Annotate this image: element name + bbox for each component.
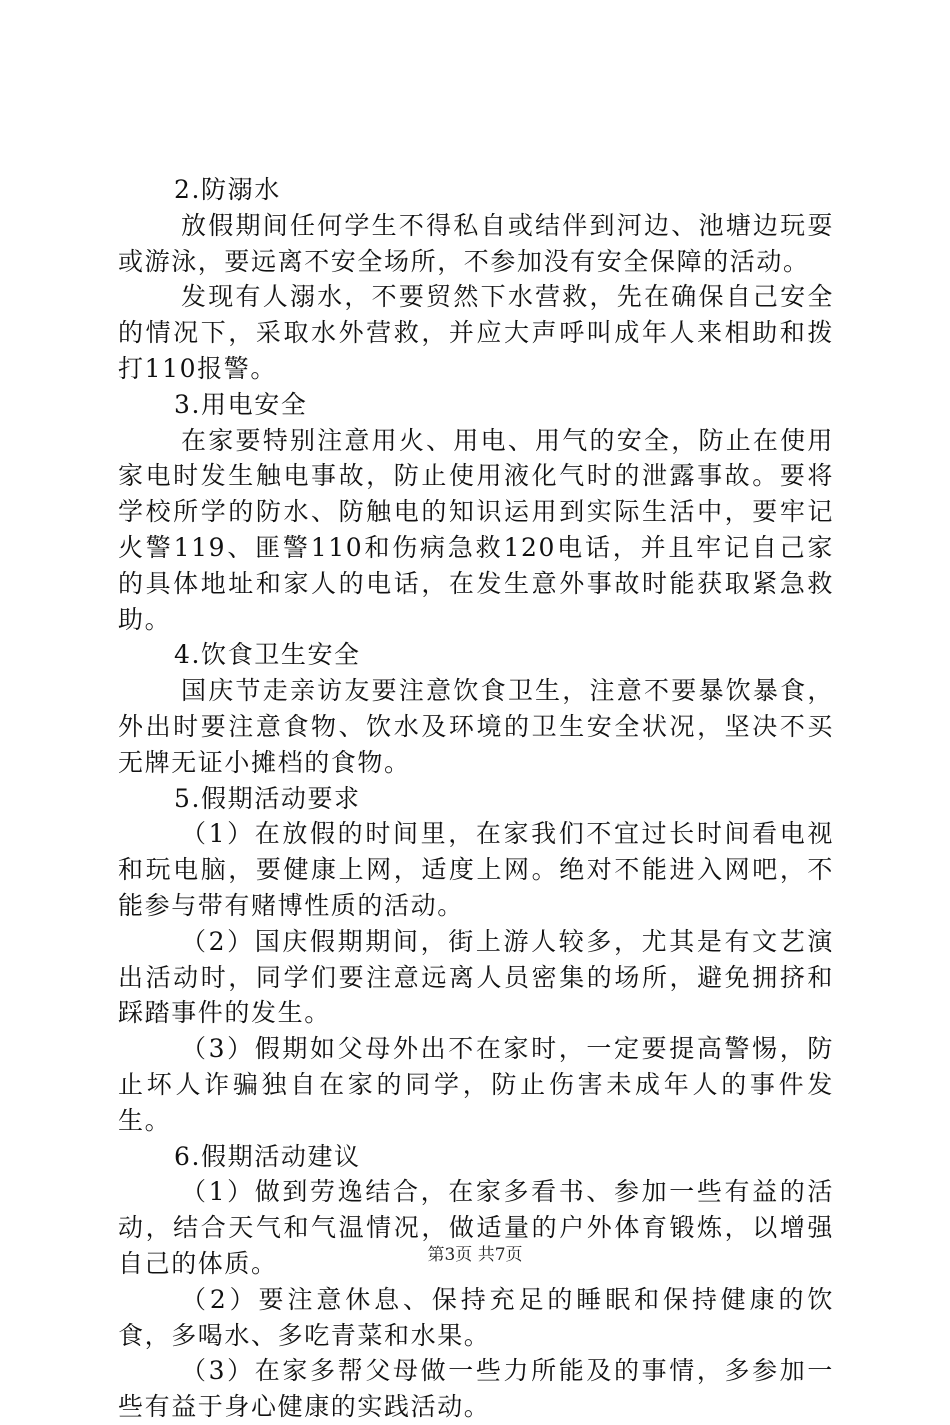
paragraph: 在家要特别注意用火、用电、用气的安全，防止在使用家电时发生触电事故，防止使用液化气时的泄露事故。要将学校所学的防水、防触电的知识运用到实际生活中，要牢记火警119、匪警110和伤病急救120电话，并且牢记自己家的具体地址和家人的电话，在发生意外事故时能获取紧急救助。 — [118, 425, 834, 634]
section-heading: 3.用电安全 — [174, 389, 308, 419]
paragraph: （2）国庆假期期间，街上游人较多，尤其是有文艺演出活动时，同学们要注意远离人员密集的场所，避免拥挤和踩踏事件的发生。 — [118, 926, 834, 1028]
section-heading: 4.饮食卫生安全 — [174, 640, 361, 670]
section-heading: 2.防溺水 — [174, 175, 281, 204]
paragraph: 发现有人溺水，不要贸然下水营救，先在确保自己安全的情况下，采取水外营救，并应大声呼叫成年人来相助和拨打110报警。 — [118, 282, 834, 383]
document-body — [118, 172, 834, 1425]
section-heading: 6.假期活动建议 — [174, 1141, 361, 1171]
paragraph: 放假期间任何学生不得私自或结伴到河边、池塘边玩耍或游泳，要远离不安全场所，不参加没有安全保障的活动。 — [118, 210, 834, 276]
paragraph: （1）在放假的时间里，在家我们不宜过长时间看电视和玩电脑，要健康上网，适度上网。绝对不能进入网吧，不能参与带有赌博性质的活动。 — [118, 819, 834, 920]
paragraph: 国庆节走亲访友要注意饮食卫生，注意不要暴饮暴食，外出时要注意食物、饮水及环境的卫生安全状况，坚决不买无牌无证小摊档的食物。 — [118, 676, 834, 777]
paragraph: （1）做到劳逸结合，在家多看书、参加一些有益的活动，结合天气和气温情况，做适量的户外体育锻炼，以增强自己的体质。 — [118, 1177, 834, 1278]
paragraph: （3）假期如父母外出不在家时，一定要提高警惕，防止坏人诈骗独自在家的同学，防止伤害未成年人的事件发生。 — [118, 1034, 834, 1135]
section-heading: 5.假期活动要求 — [174, 783, 361, 813]
page-number-footer: 第3页 共7页 — [427, 1245, 523, 1265]
paragraph: （3）在家多帮父母做一些力所能及的事情，多参加一些有益于身心健康的实践活动。 — [118, 1356, 834, 1422]
paragraph: （2）要注意休息、保持充足的睡眠和保持健康的饮食，多喝水、多吃青菜和水果。 — [118, 1284, 834, 1350]
